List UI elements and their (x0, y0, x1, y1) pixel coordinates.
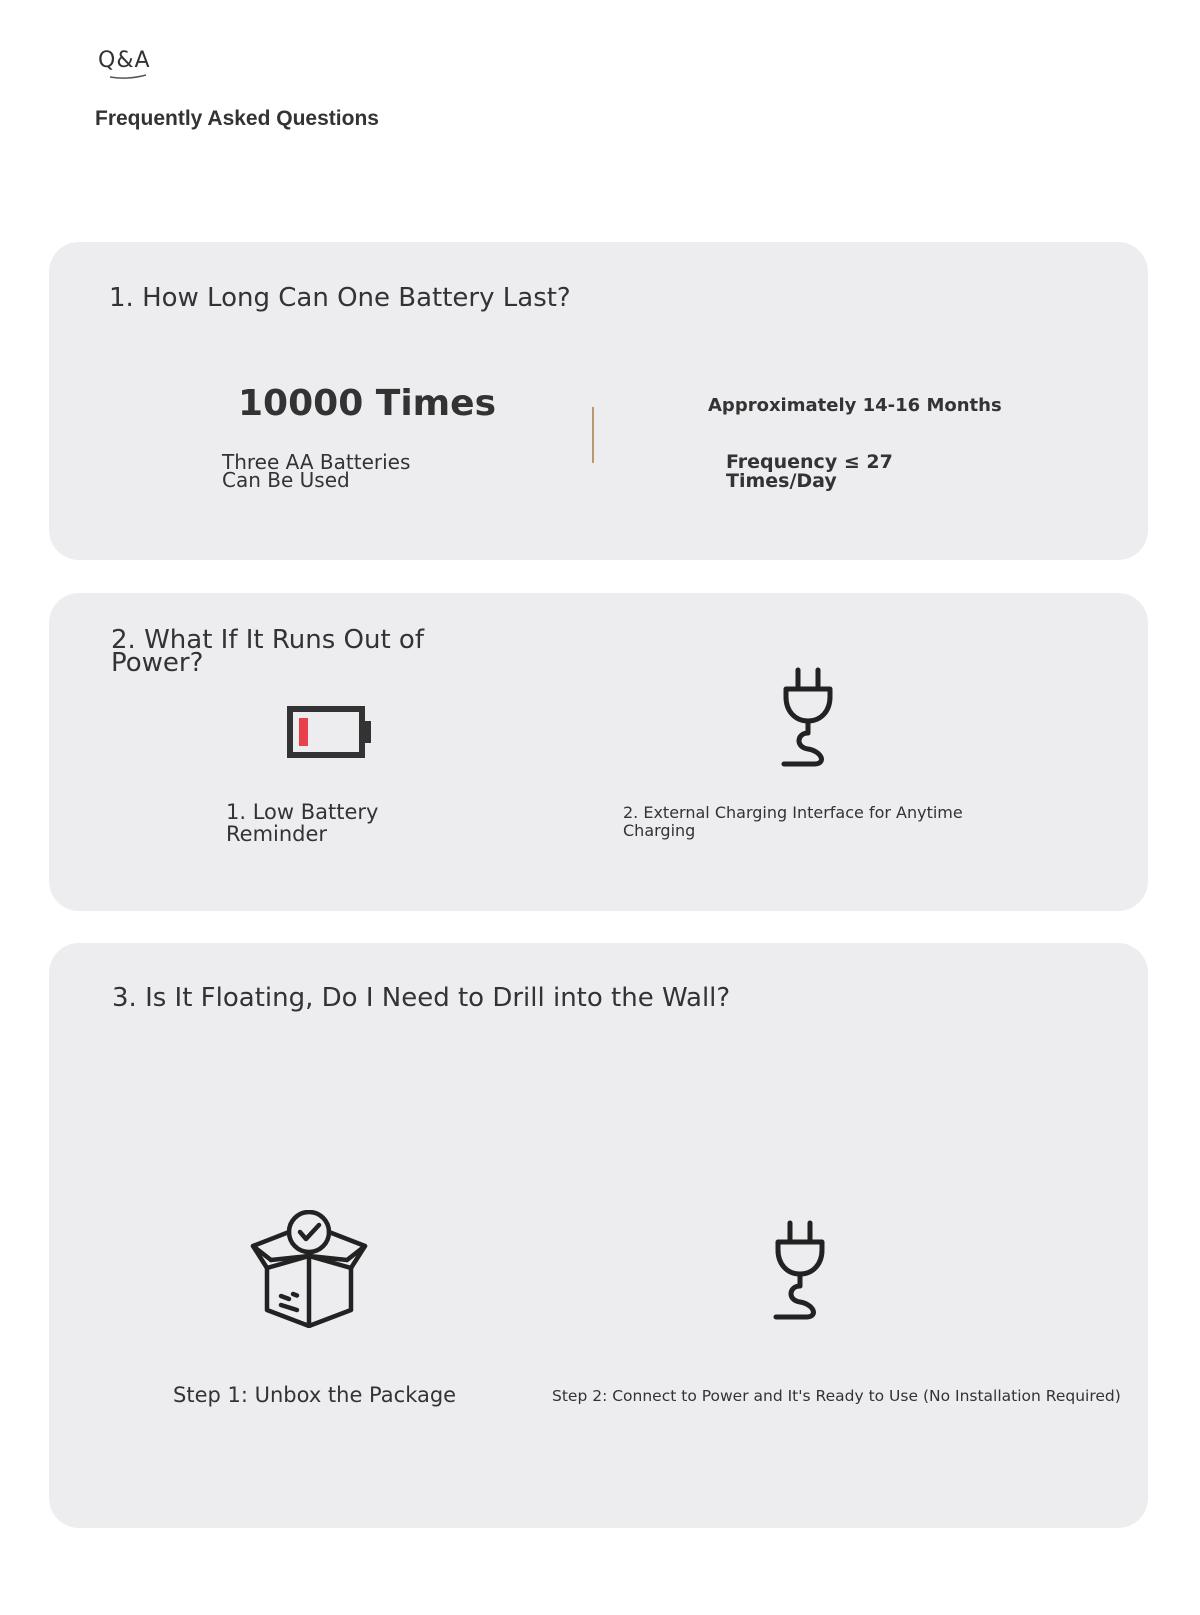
faq-card-battery-life (49, 242, 1148, 560)
faq-card-out-of-power (49, 593, 1148, 911)
question-title: 1. How Long Can One Battery Last? (109, 283, 571, 313)
charging-label-line2: Charging (623, 821, 696, 840)
low-battery-icon (287, 706, 375, 760)
battery-type-line2: Can Be Used (222, 468, 350, 492)
charging-label-line1: 2. External Charging Interface for Anytime (623, 803, 963, 822)
question-title-line2: Power? (111, 648, 204, 678)
duration-stat: Approximately 14-16 Months (708, 395, 1002, 416)
low-battery-label-line1: 1. Low Battery (226, 800, 379, 824)
step-2-label: Step 2: Connect to Power and It's Ready to Use (No Installation Required) (552, 1387, 1121, 1405)
power-plug-icon (781, 667, 835, 767)
question-title-line1: 2. What If It Runs Out of (111, 625, 424, 655)
faq-card-installation (49, 943, 1148, 1528)
step-1-label: Step 1: Unbox the Package (173, 1383, 457, 1407)
battery-type-line1: Three AA Batteries (222, 450, 411, 474)
open-box-check-icon (249, 1210, 369, 1328)
frequency-line2: Times/Day (726, 470, 837, 492)
stat-divider (592, 407, 594, 463)
power-plug-icon (773, 1220, 827, 1320)
usage-count-stat: 10000 Times (238, 383, 497, 424)
frequency-line1: Frequency ≤ 27 (726, 451, 893, 473)
page-title: Frequently Asked Questions (95, 107, 379, 130)
question-title: 3. Is It Floating, Do I Need to Drill into the Wall? (112, 983, 731, 1013)
low-battery-label-line2: Reminder (226, 822, 328, 846)
qa-logo-swash (108, 72, 148, 80)
qa-logo: Q&A (98, 48, 151, 73)
